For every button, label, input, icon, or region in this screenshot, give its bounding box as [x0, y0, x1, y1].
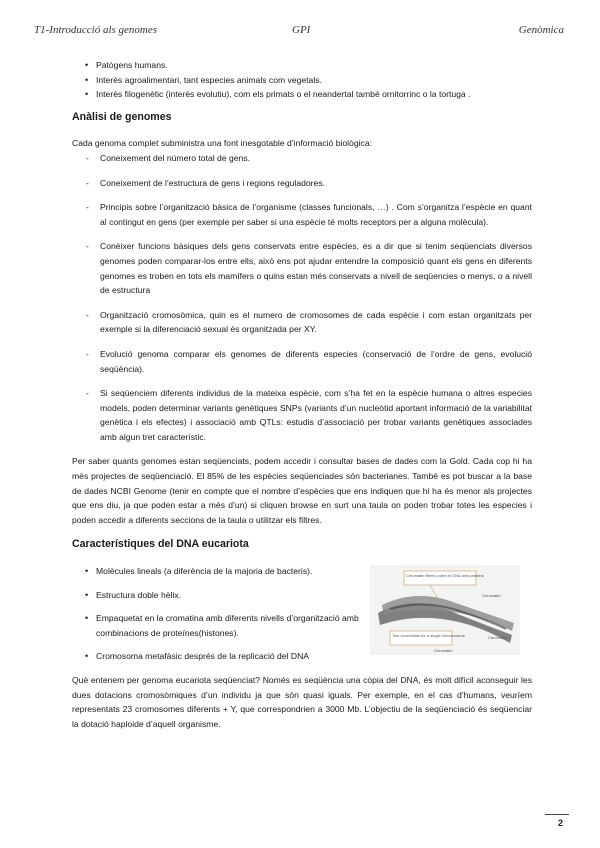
header-right: Genòmica [518, 24, 564, 36]
page-number: 2 [558, 818, 564, 828]
list-item: • Empaquetat en la cromatina amb diferents nivells d’organització amb combinacions de proteïnes(histones). [72, 611, 372, 640]
list-item: - Si seqüenciem diferents individus de la mateixa espècie, com s’ha fet en la espècie humana o altres especies models, poden determinar variants genètiques SNPs (variants d’un nucleòtid aportant informació de la variabilitat genètica i els efectes) i associació amb QTLs: estudis d’associació per trobar variants genètiques associades amb algun tret característic. [72, 386, 532, 444]
list-item: - Coneixement de l’estructura de gens i regions reguladores. [72, 176, 532, 191]
genome-analysis-list [72, 151, 532, 445]
figure-label-chromatid-1: Chromatid [482, 593, 501, 599]
section-heading-eukaryotic-dna: Característiques del DNA eucariota [72, 538, 249, 551]
header-left: T1-Introducció als genomes [34, 24, 158, 36]
list-item: - Conèixer funcions bàsiques dels gens conservats entre espècies, es a dir que si tenim seqüenciats diversos genomes poden comparar-los entre ells, això ens pot ajudar entendre la composició quant els gens en diferents genomes es troben en tots els mamífers o quins estan més conservats a nivell de seqüencies o menys, o a nivell de estructura [72, 239, 532, 297]
list-item: • Cromosoma metafàsic després de la replicació del DNA [72, 649, 372, 664]
figure-label-bottom: Two chromatids for a single chromosome [392, 633, 465, 639]
top-bullet-list [72, 58, 532, 102]
figure-label-top: Chromatin fibers coiled in DNA and proteins [406, 573, 484, 579]
eukaryotic-genome-paragraph: Què entenem per genoma eucariota seqüenciat? Només es seqüència una còpia del DNA, és molt difícil aconseguir les dues dotacions cromosòmiques d’un individu ja que són quasi iguals. Per exemple, en el cas d’humans, veuríem representats 23 cromosomes diferents + Y, que correspondrien a 3000 Mb. L’objectiu de la seqüenciació és seqüenciar la dotació haploide d’aquell organisme. [72, 675, 532, 729]
figure-label-chromatid-2: Chromatid [488, 635, 507, 641]
gold-database-paragraph: Per saber quants genomes estan seqüenciats, podem accedir i consultar bases de dades com la Gold. Cada cop hi ha més projectes de seqüenciació. El 85% de les espècies seqüenciades són bacterianes. També es pot buscar a la base de dades NCBI Genome (tenir en compte que el nombre d’espècies que ens indiquen que hi ha és menor als projectes que ens diu, ja que poden estar a més d’un) si cliquen browse en surt una taula on poden trobar totes les especies i poden accedir a diferents seccions de la taula o utilitzar els filtres. [72, 456, 532, 525]
list-item: • Patògens humans. [72, 58, 532, 73]
list-item: • Molècules lineals (a diferència de la majoria de bacteris). [72, 564, 372, 579]
section-heading-genome-analysis: Anàlisi de genomes [72, 110, 172, 123]
list-item: • Estructura doble hèlix. [72, 588, 372, 603]
list-item: - Evolució genoma comparar els genomes de diferents especies (conservació de l’ordre de gens, evolució seqüència). [72, 347, 532, 376]
list-item: - Principis sobre l’organització bàsica de l’organisme (classes funcionals, …) . Com s’organitza l’espècie en quant al contingut en gens (per exemple per saber si una espècie té molts receptors per a alguna molècula). [72, 200, 532, 229]
list-item: - Organització cromosòmica, quin es el numero de cromosomes de cada espècie i com estan organitzats per exemple si la diferenciació sexual és organitzada per XY. [72, 308, 532, 337]
chromosome-figure [370, 565, 520, 655]
header-center: GPI [292, 24, 311, 36]
eukaryotic-dna-section [72, 537, 532, 664]
page-header [34, 24, 564, 40]
page-content [72, 58, 532, 731]
list-item: • Interès agroalimentari, tant especies animals com vegetals. [72, 73, 532, 88]
footer-divider [545, 814, 569, 815]
figure-label-chromatid-3: Chromatid [434, 648, 453, 654]
list-item: - Coneixement del número total de gens. [72, 151, 532, 166]
list-item: • Interès filogenètic (interès evolutiu), com els primats o el neandertal també ornitorrinc o la tortuga . [72, 87, 532, 102]
eukaryotic-dna-list [72, 564, 372, 664]
section-intro: Cada genoma complet subministra una font inesgotable d’informació biològica: [72, 138, 373, 149]
